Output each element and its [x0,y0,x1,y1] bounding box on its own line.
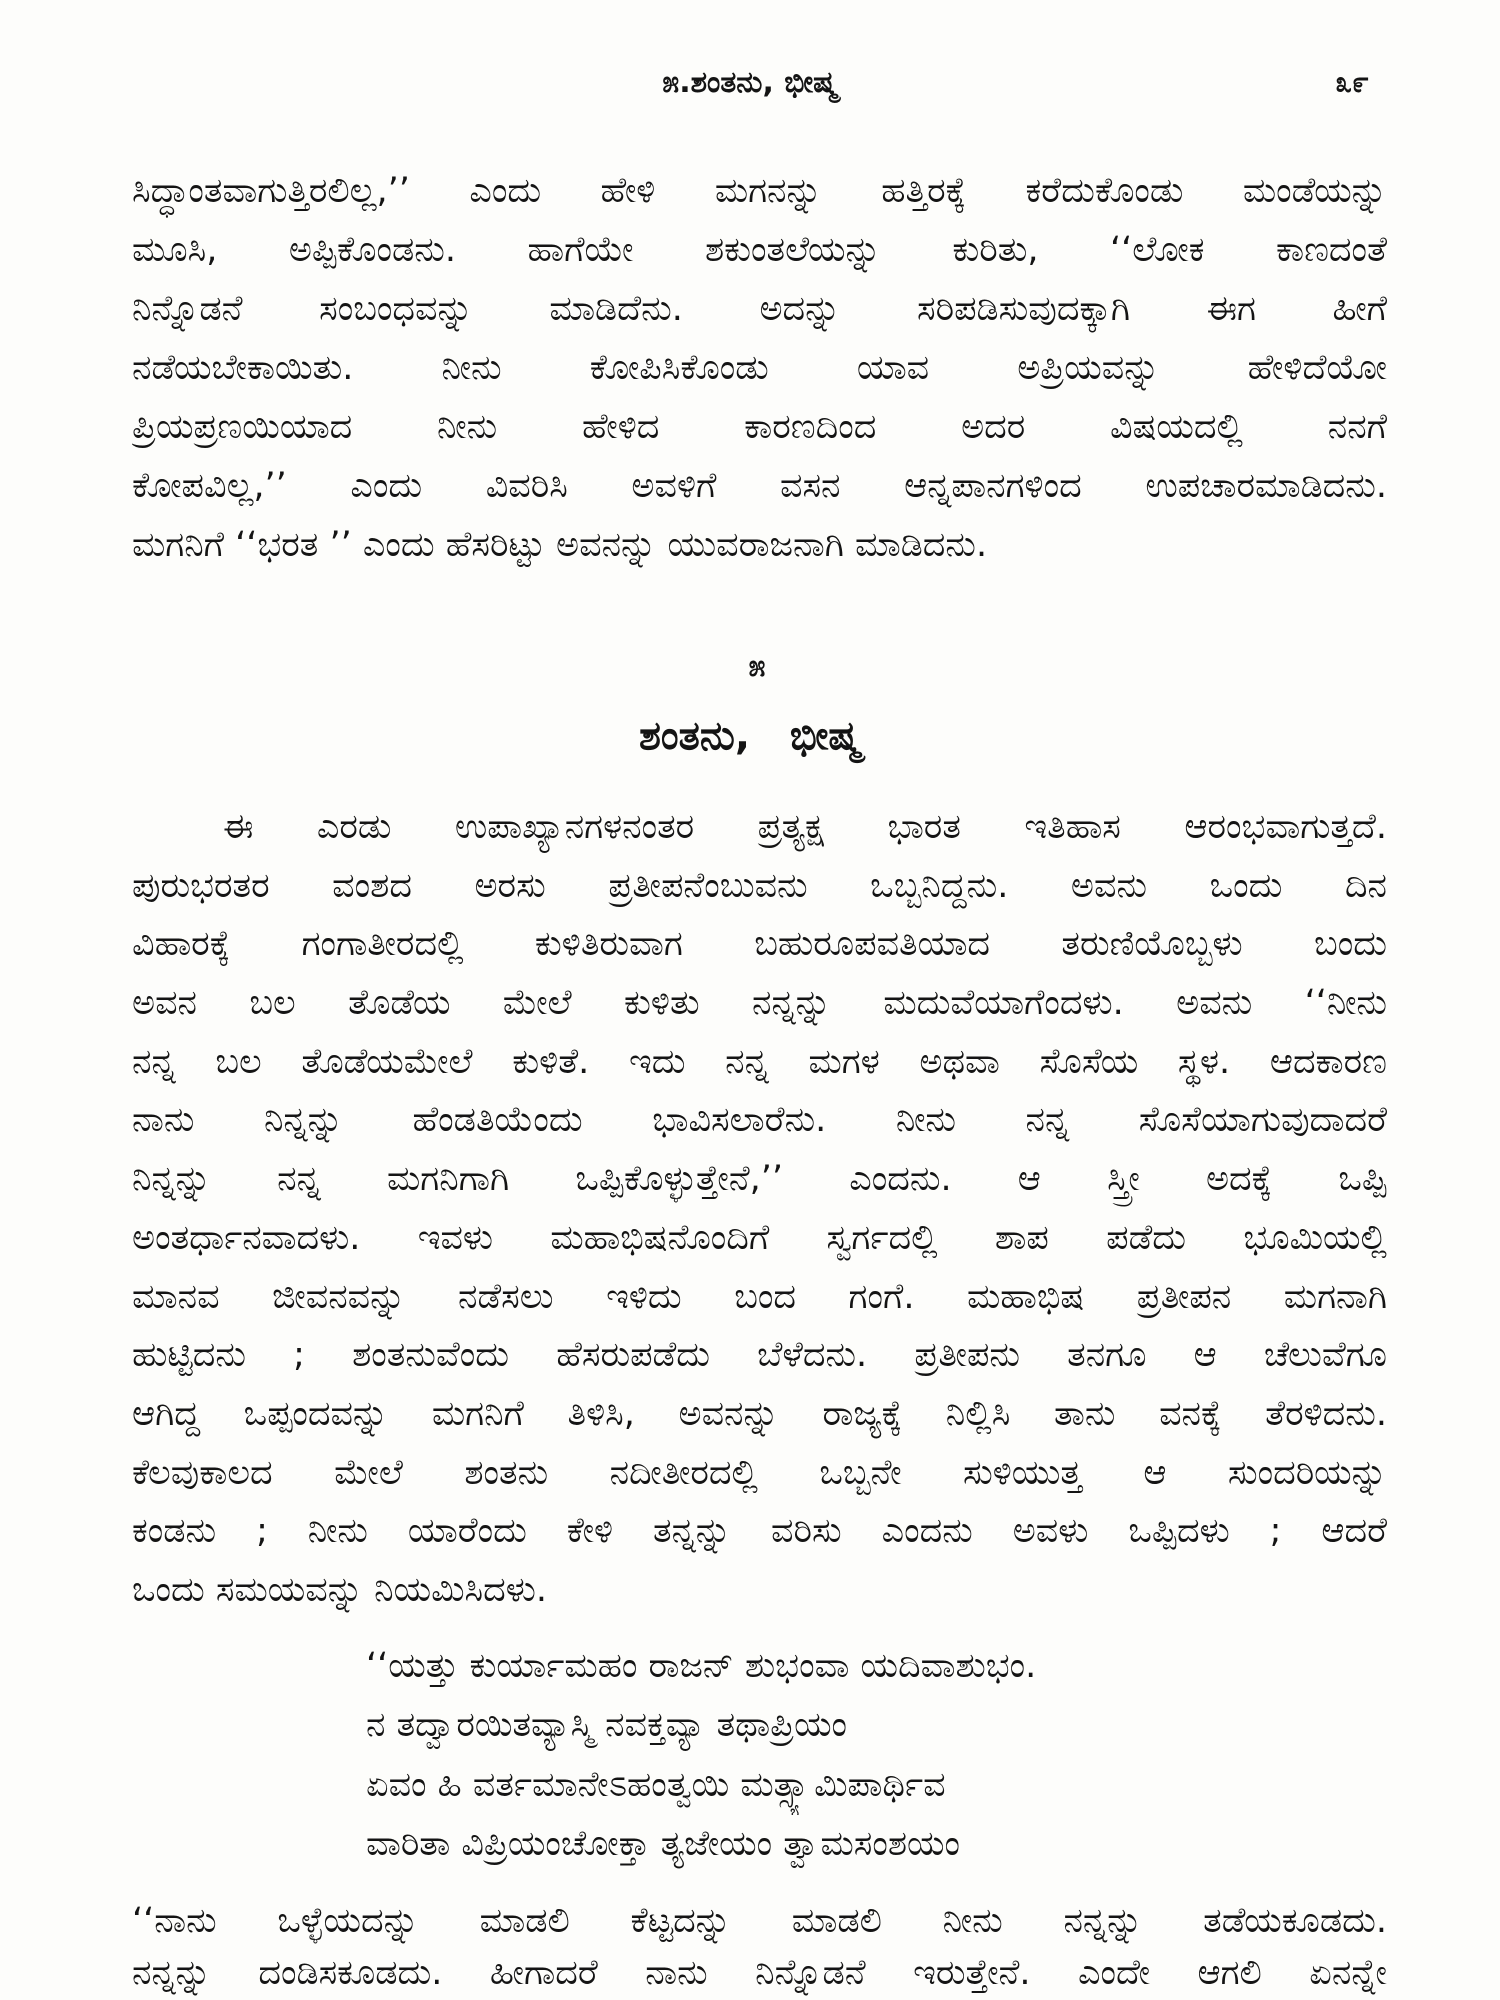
intro-paragraph [132,162,1387,575]
paragraph-line: ಆಗಿದ್ದ ಒಪ್ಪಂದವನ್ನು ಮಗನಿಗೆ ತಿಳಿಸಿ, ಅವನನ್ನು ರಾಜ್ಯಕ್ಕೆ ನಿಲ್ಲಿಸಿ ತಾನು ವನಕ್ಕೆ ತೆರಳಿದನು. [132,1393,1387,1434]
paragraph-line: ಕೆಲವುಕಾಲದ ಮೇಲೆ ಶಂತನು ನದೀತೀರದಲ್ಲಿ ಒಬ್ಬನೇ ಸುಳಿಯುತ್ತ ಆ ಸುಂದರಿಯನ್ನು [132,1452,1387,1493]
paragraph-line: ಪುರುಭರತರ ವಂಶದ ಅರಸು ಪ್ರತೀಪನೆಂಬುವನು ಒಬ್ಬನಿದ್ದನು. ಅವನು ಒಂದು ದಿನ [132,865,1387,906]
paragraph-line: ಸಿದ್ಧಾಂತವಾಗುತ್ತಿರಲಿಲ್ಲ,’’ ಎಂದು ಹೇಳಿ ಮಗನನ್ನು ಹತ್ತಿರಕ್ಕೆ ಕರೆದುಕೊಂಡು ಮಂಡೆಯನ್ನು [132,171,1387,211]
running-header-title: ೫.ಶಂತನು, ಭೀಷ್ಮ [662,65,838,100]
paragraph-line: ವಿಹಾರಕ್ಕೆ ಗಂಗಾತೀರದಲ್ಲಿ ಕುಳಿತಿರುವಾಗ ಬಹುರೂಪವತಿಯಾದ ತರುಣಿಯೊಬ್ಬಳು ಬಂದು [132,924,1387,965]
verse-line: ನ ತದ್ವಾರಯಿತವ್ಯಾಸ್ಮಿ ನವಕ್ತವ್ಯಾ ತಥಾಪ್ರಿಯಂ [366,1705,848,1746]
translation-paragraph [132,1895,1387,1999]
paragraph-line: ಈ ಎರಡು ಉಪಾಖ್ಯಾನಗಳನಂತರ ಪ್ರತ್ಯಕ್ಷ ಭಾರತ ಇತಿಹಾಸ ಆರಂಭವಾಗುತ್ತದೆ. [223,807,1387,847]
paragraph-line: ಪ್ರಿಯಪ್ರಣಯಿಯಾದ ನೀನು ಹೇಳಿದ ಕಾರಣದಿಂದ ಅದರ ವಿಷಯದಲ್ಲಿ ನನಗೆ [132,407,1387,447]
story-paragraph [132,798,1387,1620]
paragraph-line: ನಾನು ನಿನ್ನನ್ನು ಹೆಂಡತಿಯೆಂದು ಭಾವಿಸಲಾರೆನು. ನೀನು ನನ್ನ ಸೊಸೆಯಾಗುವುದಾದರೆ [132,1100,1387,1141]
paragraph-line: ನಿನ್ನನ್ನು ನನ್ನ ಮಗನಿಗಾಗಿ ಒಪ್ಪಿಕೊಳ್ಳುತ್ತೇನೆ,’’ ಎಂದನು. ಆ ಸ್ತ್ರೀ ಅದಕ್ಕೆ ಒಪ್ಪಿ [132,1159,1387,1200]
paragraph-line: ಮಾನವ ಜೀವನವನ್ನು ನಡೆಸಲು ಇಳಿದು ಬಂದ ಗಂಗೆ. ಮಹಾಭಿಷ ಪ್ರತೀಪನ ಮಗನಾಗಿ [132,1276,1387,1317]
paragraph-line: ಕಂಡನು ; ನೀನು ಯಾರೆಂದು ಕೇಳಿ ತನ್ನನ್ನು ವರಿಸು ಎಂದನು ಅವಳು ಒಪ್ಪಿದಳು ; ಆದರೆ [132,1511,1387,1552]
paragraph-line: ಹುಟ್ಟಿದನು ; ಶಂತನುವೆಂದು ಹೆಸರುಪಡೆದು ಬೆಳೆದನು. ಪ್ರತೀಪನು ತನಗೂ ಆ ಚೆಲುವೆಗೂ [132,1335,1387,1376]
paragraph-line: ನನ್ನ ಬಲ ತೊಡೆಯಮೇಲೆ ಕುಳಿತೆ. ಇದು ನನ್ನ ಮಗಳ ಅಥವಾ ಸೊಸೆಯ ಸ್ಥಳ. ಆದಕಾರಣ [132,1041,1387,1082]
paragraph-line: ‘‘ನಾನು ಒಳ್ಳೆಯದನ್ನು ಮಾಡಲಿ ಕೆಟ್ಟದನ್ನು ಮಾಡಲಿ ನೀನು ನನ್ನನ್ನು ತಡೆಯಕೂಡದು. [132,1901,1387,1941]
paragraph-line: ನಡೆಯಬೇಕಾಯಿತು. ನೀನು ಕೋಪಿಸಿಕೊಂಡು ಯಾವ ಅಪ್ರಿಯವನ್ನು ಹೇಳಿದೆಯೋ [132,348,1387,388]
page-number: ೩೯ [1335,65,1369,100]
verse-block [366,1637,1386,1874]
verse-line: ವಾರಿತಾ ವಿಪ್ರಿಯಂಚೋಕ್ತಾ ತ್ಯಜೇಯಂ ತ್ವಾಮಸಂಶಯಂ [366,1823,961,1864]
section-number: ೫ [748,649,766,684]
paragraph-line: ಮೂಸಿ, ಅಪ್ಪಿಕೊಂಡನು. ಹಾಗೆಯೇ ಶಕುಂತಲೆಯನ್ನು ಕುರಿತು, ‘‘ಲೋಕ ಕಾಣದಂತೆ [132,230,1387,270]
paragraph-line: ಕೋಪವಿಲ್ಲ,’’ ಎಂದು ವಿವರಿಸಿ ಅವಳಿಗೆ ವಸನ ಆನ್ನಪಾನಗಳಿಂದ ಉಪಚಾರಮಾಡಿದನು. [132,466,1387,506]
paragraph-line: ನನ್ನನ್ನು ದಂಡಿಸಕೂಡದು. ಹೀಗಾದರೆ ನಾನು ನಿನ್ನೊಡನೆ ಇರುತ್ತೇನೆ. ಎಂದೇ ಆಗಲಿ ಏನನ್ನೇ [132,1953,1387,1993]
paragraph-line: ಅವನ ಬಲ ತೊಡೆಯ ಮೇಲೆ ಕುಳಿತು ನನ್ನನ್ನು ಮದುವೆಯಾಗೆಂದಳು. ಅವನು ‘‘ನೀನು [132,983,1387,1024]
paragraph-line: ಒಂದು ಸಮಯವನ್ನು ನಿಯಮಿಸಿದಳು. [132,1569,548,1610]
paragraph-line: ಅಂತರ್ಧಾನವಾದಳು. ಇವಳು ಮಹಾಭಿಷನೊಂದಿಗೆ ಸ್ವರ್ಗದಲ್ಲಿ ಶಾಪ ಪಡೆದು ಭೂಮಿಯಲ್ಲಿ [132,1217,1387,1258]
paragraph-line: ನಿನ್ನೊಡನೆ ಸಂಬಂಧವನ್ನು ಮಾಡಿದೆನು. ಅದನ್ನು ಸರಿಪಡಿಸುವುದಕ್ಕಾಗಿ ಈಗ ಹೀಗೆ [132,289,1387,329]
paragraph-line: ಮಗನಿಗೆ ‘‘ಭರತ ’’ ಎಂದು ಹೆಸರಿಟ್ಟು ಅವನನ್ನು ಯುವರಾಜನಾಗಿ ಮಾಡಿದನು. [132,525,988,565]
verse-line: ಏವಂ ಹಿ ವರ್ತಮಾನೇಽಹಂತ್ವಯಿ ಮತ್ಸ್ಯಾಮಿಪಾರ್ಥಿವ [366,1764,946,1805]
verse-line: ‘‘ಯತ್ತು ಕುರ್ಯಾಮಹಂ ರಾಜನ್ ಶುಭಂವಾ ಯದಿವಾಶುಭಂ. [366,1646,1037,1686]
section-title: ಶಂತನು, ಭೀಷ್ಮ [639,713,861,759]
